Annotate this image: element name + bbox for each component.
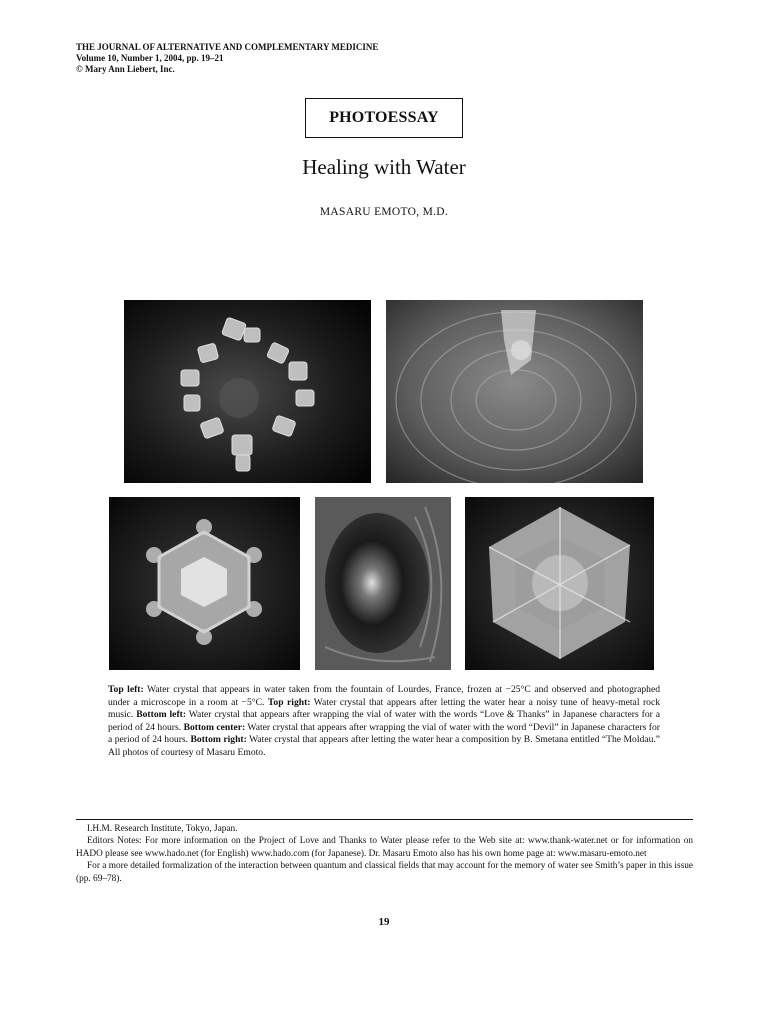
footnotes bbox=[76, 823, 693, 885]
caption-text: Water crystal that appears after letting the water hear a noisy tune of heavy-metal rock music. bbox=[108, 696, 661, 721]
figure-caption bbox=[108, 684, 660, 760]
copyright-line: © Mary Ann Liebert, Inc. bbox=[76, 64, 175, 74]
article-title: Healing with Water bbox=[302, 155, 466, 179]
journal-name: THE JOURNAL OF ALTERNATIVE AND COMPLEMENTARY MEDICINE bbox=[76, 42, 379, 52]
photo-bottom-center bbox=[315, 497, 451, 670]
caption-label: Top right: bbox=[267, 696, 311, 708]
photo-top-right bbox=[386, 300, 643, 483]
photo-top-left bbox=[124, 300, 371, 483]
section-label: PHOTOESSAY bbox=[305, 98, 463, 138]
caption-text: Water crystal that appears after wrapping the vial of water with the words “Love & Thanks” in Japanese characters for a period of 24 hours. bbox=[108, 709, 661, 733]
photo-bottom-left bbox=[109, 497, 300, 670]
caption-label: Top left: bbox=[108, 684, 144, 695]
caption-text: Water crystal that appears after letting the water hear a composition by B. Smetana entitled “The Moldau.” All photos of courtesy of Masaru Emoto. bbox=[108, 734, 661, 758]
journal-header bbox=[76, 42, 576, 75]
reference-note: For a more detailed formalization of the interaction between quantum and classical fields that may account for the memory of water see Smith’s paper in this issue (pp. 69–78). bbox=[76, 861, 693, 884]
caption-text: Water crystal that appears in water taken from the fountain of Lourdes, France, frozen at −25°C and observed and photographed under a microscope in a room at −5°C. bbox=[108, 684, 660, 708]
caption-text: Water crystal that appears after wrapping the vial of water with the word “Devil” in Japanese characters for a period of 24 hours. bbox=[108, 721, 660, 746]
caption-label: Bottom right: bbox=[190, 734, 247, 746]
editors-note: Editors Notes: For more information on the Project of Love and Thanks to Water please refer to the Web site at: www.thank-water.net or for information on HADO please see www.hado.net (for English) www.hado.com (for Japanese). Dr. Masaru Emoto also has his own home page at: www.masaru-emoto.net bbox=[76, 836, 693, 859]
photo-bottom-right bbox=[465, 497, 654, 670]
author-name: MASARU EMOTO, M.D. bbox=[319, 206, 449, 218]
volume-info: Volume 10, Number 1, 2004, pp. 19–21 bbox=[76, 53, 224, 63]
affiliation-note: I.H.M. Research Institute, Tokyo, Japan. bbox=[87, 824, 238, 834]
caption-label: Bottom left: bbox=[136, 709, 187, 721]
footnote-divider bbox=[76, 819, 693, 820]
caption-label: Bottom center: bbox=[183, 721, 246, 733]
page-number: 19 bbox=[378, 916, 390, 928]
